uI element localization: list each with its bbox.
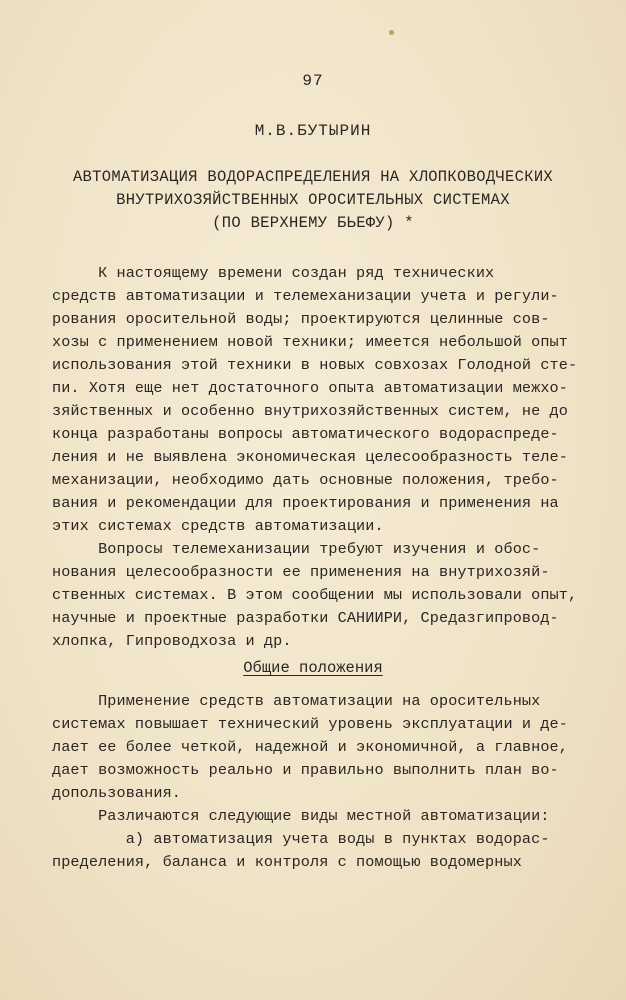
text-line: системах повышает технический уровень эксплуатации и де- bbox=[52, 715, 568, 733]
author-name: М.В.БУТЫРИН bbox=[254, 122, 372, 140]
text-line: вания и рекомендации для проектирования и применения на bbox=[52, 494, 559, 512]
text-line: Вопросы телемеханизации требуют изучения и обос- bbox=[52, 540, 541, 558]
text-line: Применение средств автоматизации на оросительных bbox=[52, 692, 541, 710]
text-line: ления и не выявлена экономическая целесообразность теле- bbox=[52, 448, 568, 466]
text-line: зяйственных и особенно внутрихозяйственных систем, не до bbox=[52, 402, 568, 420]
text-line: лает ее более четкой, надежной и экономичной, а главное, bbox=[52, 738, 568, 756]
text-line: дает возможность реально и правильно выполнить план во- bbox=[52, 761, 559, 779]
title-line: (ПО ВЕРХНЕМУ БЬЕФУ) * bbox=[212, 214, 414, 232]
title-line: ВНУТРИХОЗЯЙСТВЕННЫХ ОРОСИТЕЛЬНЫХ СИСТЕМАХ bbox=[116, 191, 510, 209]
text-line: хозы с применением новой техники; имеется небольшой опыт bbox=[52, 333, 568, 351]
text-line: средств автоматизации и телемеханизации учета и регули- bbox=[52, 287, 559, 305]
text-line: научные и проектные разработки САНИИРИ, Средазгипровод- bbox=[52, 609, 559, 627]
text-line: допользования. bbox=[52, 784, 181, 802]
text-line: а) автоматизация учета воды в пунктах водорас- bbox=[52, 830, 550, 848]
text-line: пи. Хотя еще нет достаточного опыта автоматизации межхо- bbox=[52, 379, 568, 397]
paper-speck bbox=[389, 30, 394, 35]
section-heading bbox=[0, 659, 626, 677]
text-line: К настоящему времени создан ряд технических bbox=[52, 264, 495, 282]
text-line: рования оросительной воды; проектируются целинные сов- bbox=[52, 310, 550, 328]
intro-text bbox=[52, 262, 612, 653]
text-line: механизации, необходимо дать основные положения, требо- bbox=[52, 471, 559, 489]
text-line: хлопка, Гипроводхоза и др. bbox=[52, 632, 292, 650]
text-line: ственных системах. В этом сообщении мы использовали опыт, bbox=[52, 586, 578, 604]
title-line: АВТОМАТИЗАЦИЯ ВОДОРАСПРЕДЕЛЕНИЯ НА ХЛОПКОВОДЧЕСКИХ bbox=[72, 168, 554, 186]
text-line: этих системах средств автоматизации. bbox=[52, 517, 384, 535]
text-line: пределения, баланса и контроля с помощью водомерных bbox=[52, 853, 522, 871]
page-number: 97 bbox=[302, 72, 324, 90]
section-heading-text: Общие положения bbox=[243, 659, 383, 677]
article-title bbox=[0, 166, 626, 235]
text-line: Различаются следующие виды местной автоматизации: bbox=[52, 807, 550, 825]
text-line: использования этой техники в новых совхозах Голодной сте- bbox=[52, 356, 578, 374]
section-text bbox=[52, 690, 612, 874]
text-line: нования целесообразности ее применения на внутрихозяй- bbox=[52, 563, 550, 581]
text-line: конца разработаны вопросы автоматического водораспреде- bbox=[52, 425, 559, 443]
